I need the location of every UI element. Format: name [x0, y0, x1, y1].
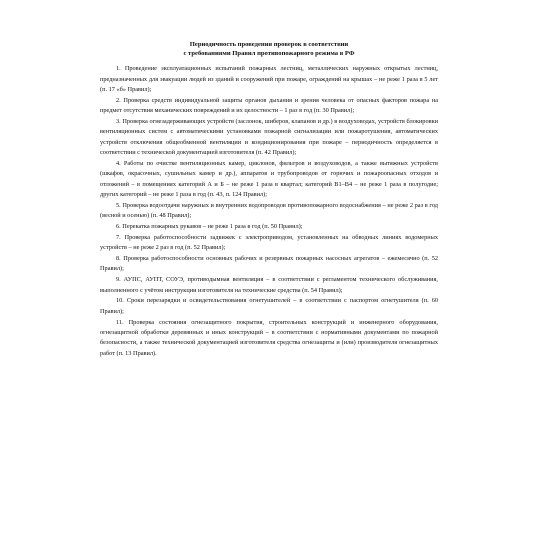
list-item-1: 1. Проведение эксплуатационных испытаний пожарных лестниц, металлических наружных открытых лестниц, предназначенных для эвакуации людей из зданий и сооружений при пожаре, ограждений на крышах – не реже 1 раза в 5 лет (п. 17 «б» Правил); — [100, 65, 438, 94]
list-item-2: 2. Проверка средств индивидуальной защиты органов дыхания и зрения человека от опасных факторов пожара на предмет отсутствия механических повреждений и их целостности – 1 раз в год (п. 30 Правил); — [100, 96, 438, 115]
list-item-7: 7. Проверка работоспособности задвижек с электроприводом, установленных на обводных линиях водомерных устройств – не реже 2 раз в год (п. 52 Правил); — [100, 233, 438, 252]
title-line-2: с требованиями Правил противопожарного режима в РФ — [183, 50, 355, 58]
list-item-10: 10. Сроки перезарядки и освидетельствования огнетушителей – в соответствии с паспортом огнетушителя (п. 60 Правил); — [100, 297, 438, 315]
list-item-8: 8. Проверка работоспособности основных рабочих и резервных пожарных насосных агрегатов – ежемесячно (п. 52 Правил); — [100, 255, 438, 273]
document-title — [100, 40, 438, 58]
list-item-3: 3. Проверка огнезадерживающих устройств (заслонок, шиберов, клапанов и др.) в воздуховодах, устройств блокировки вентиляционных систем с автоматическими установками пожарной сигнализации или пожаротушения, автоматических устройств отключения общеобменной вентиляции и кондиционирования при пожаре – периодичность определяется в соответствии с технической документацией изготовителя (п. 42 Правил); — [100, 118, 438, 157]
list-item-4: 4. Работы по очистке вентиляционных камер, циклонов, фильтров и воздуховодов, а также вытяжных устройств (шкафов, окрасочных, сушильных камер и др.), аппаратов и трубопроводов от горючих и пожароопасных отходов и отложений – в помещениях категорий А и Б – не реже 1 раза в квартал; категорий В1–В4 – не реже 1 раза в полугодие; других категорий – не реже 1 раза в год (п. 43, п. 124 Правил); — [100, 160, 438, 199]
document-page — [100, 40, 438, 360]
list-item-5: 5. Проверка водоотдачи наружных и внутренних водопроводов противопожарного водоснабжения – не реже 2 раз в год (весной и осенью) (п. 48 Правил); — [100, 201, 438, 220]
title-line-1: Периодичность проведения проверок в соответствии — [189, 41, 349, 48]
list-item-6: 6. Перекатка пожарных рукавов – не реже 1 раза в год (п. 50 Правил); — [116, 223, 303, 231]
list-item-11: 11. Проверка состояния огнезащитного покрытия, строительных конструкций и инженерного оборудования, огнезащитной обработки деревянных и иных конструкций – в соответствии с нормативными документами по пожарной безопасности, а также технической документацией изготовителя средства огнезащиты и (или) производителя огнезащитных работ (п. 13 Правил). — [100, 318, 438, 357]
list-item-9: 9. АУПС, АУПТ, СОУЭ, противодымная вентиляция – в соответствии с регламентом технического обслуживания, выполненного с учётом инструкции изготовителя на технические средства (п. 54 Правил); — [100, 276, 438, 294]
